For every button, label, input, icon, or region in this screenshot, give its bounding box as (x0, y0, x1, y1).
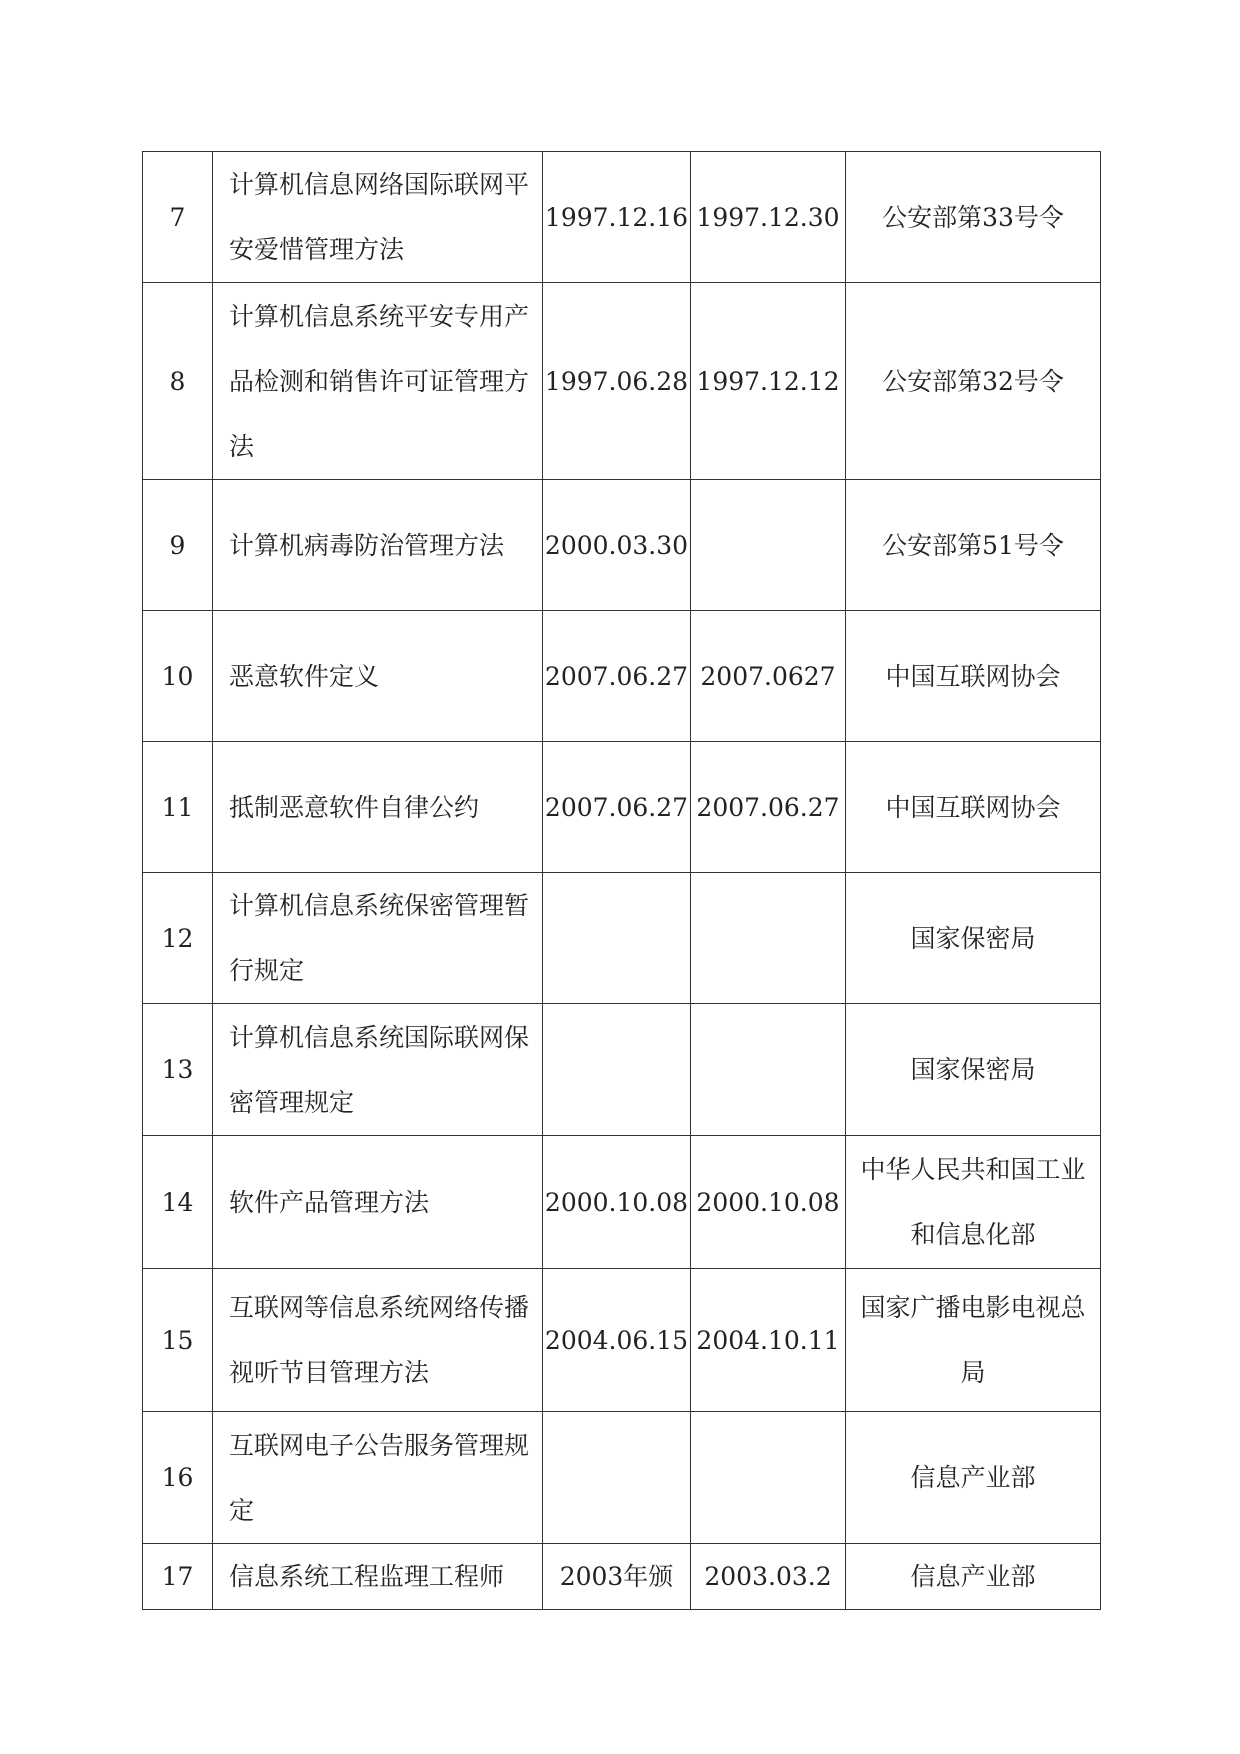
issue-date: 2007.06.27 (543, 611, 691, 742)
regulation-title: 互联网等信息系统网络传播视听节目管理方法 (213, 1269, 543, 1412)
effective-date (691, 1412, 846, 1544)
row-index: 17 (143, 1544, 213, 1610)
issuing-authority: 国家广播电影电视总局 (846, 1269, 1101, 1412)
regulation-title: 计算机病毒防治管理方法 (213, 480, 543, 611)
row-index: 15 (143, 1269, 213, 1412)
regulation-title: 计算机信息系统平安专用产品检测和销售许可证管理方法 (213, 283, 543, 480)
table-row (143, 480, 1101, 611)
issuing-authority: 公安部第51号令 (846, 480, 1101, 611)
issuing-authority: 公安部第32号令 (846, 283, 1101, 480)
row-index: 14 (143, 1136, 213, 1269)
row-index: 10 (143, 611, 213, 742)
row-index: 8 (143, 283, 213, 480)
row-index: 9 (143, 480, 213, 611)
effective-date: 2007.06.27 (691, 742, 846, 873)
issuing-authority: 中国互联网协会 (846, 611, 1101, 742)
effective-date: 2003.03.2 (691, 1544, 846, 1610)
issue-date: 1997.12.16 (543, 152, 691, 283)
issue-date (543, 1412, 691, 1544)
regulation-title: 互联网电子公告服务管理规定 (213, 1412, 543, 1544)
table-row (143, 1269, 1101, 1412)
table-row (143, 1136, 1101, 1269)
issuing-authority: 中华人民共和国工业和信息化部 (846, 1136, 1101, 1269)
issuing-authority: 中国互联网协会 (846, 742, 1101, 873)
issue-date: 2003年颁 (543, 1544, 691, 1610)
row-index: 12 (143, 873, 213, 1004)
issue-date: 1997.06.28 (543, 283, 691, 480)
issuing-authority: 公安部第33号令 (846, 152, 1101, 283)
row-index: 7 (143, 152, 213, 283)
regulations-table (142, 151, 1101, 1610)
row-index: 11 (143, 742, 213, 873)
table-row (143, 1412, 1101, 1544)
regulation-title: 软件产品管理方法 (213, 1136, 543, 1269)
regulation-title: 抵制恶意软件自律公约 (213, 742, 543, 873)
issuing-authority: 国家保密局 (846, 873, 1101, 1004)
effective-date: 2000.10.08 (691, 1136, 846, 1269)
issuing-authority: 信息产业部 (846, 1544, 1101, 1610)
table-row (143, 283, 1101, 480)
effective-date: 2007.0627 (691, 611, 846, 742)
regulation-title: 恶意软件定义 (213, 611, 543, 742)
table-row (143, 152, 1101, 283)
issue-date: 2007.06.27 (543, 742, 691, 873)
issue-date: 2000.03.30 (543, 480, 691, 611)
regulation-title: 计算机信息网络国际联网平安爱惜管理方法 (213, 152, 543, 283)
effective-date: 2004.10.11 (691, 1269, 846, 1412)
issue-date: 2004.06.15 (543, 1269, 691, 1412)
issue-date (543, 873, 691, 1004)
effective-date (691, 1004, 846, 1136)
issue-date: 2000.10.08 (543, 1136, 691, 1269)
row-index: 16 (143, 1412, 213, 1544)
effective-date: 1997.12.30 (691, 152, 846, 283)
table-row (143, 742, 1101, 873)
issuing-authority: 国家保密局 (846, 1004, 1101, 1136)
effective-date (691, 873, 846, 1004)
row-index: 13 (143, 1004, 213, 1136)
effective-date: 1997.12.12 (691, 283, 846, 480)
table-row (143, 611, 1101, 742)
regulation-title: 信息系统工程监理工程师 (213, 1544, 543, 1610)
issuing-authority: 信息产业部 (846, 1412, 1101, 1544)
table-row (143, 1004, 1101, 1136)
regulation-title: 计算机信息系统国际联网保密管理规定 (213, 1004, 543, 1136)
issue-date (543, 1004, 691, 1136)
regulation-title: 计算机信息系统保密管理暂行规定 (213, 873, 543, 1004)
table-row (143, 1544, 1101, 1610)
effective-date (691, 480, 846, 611)
table-row (143, 873, 1101, 1004)
